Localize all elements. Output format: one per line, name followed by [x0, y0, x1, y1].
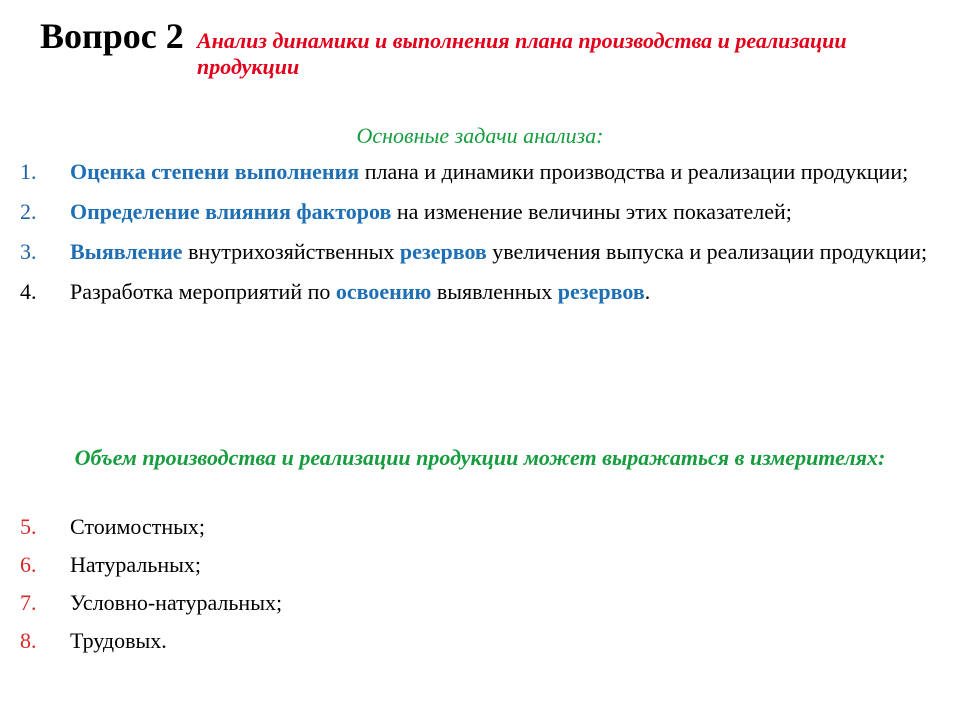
measure-text: Условно-натуральных;: [70, 590, 283, 615]
measure-item: [20, 626, 932, 656]
measures-list: [20, 512, 932, 664]
task-keyword: резервов: [557, 279, 645, 304]
task-text: [70, 277, 932, 307]
measure-number: 7.: [20, 590, 37, 615]
task-keyword: Оценка степени выполнения: [70, 159, 360, 184]
measure-number: 5.: [20, 514, 37, 539]
measure-text: Трудовых.: [70, 628, 167, 653]
task-number: 2.: [20, 199, 37, 224]
measure-item: [20, 512, 932, 542]
task-number: 1.: [20, 159, 37, 184]
question-topic: Анализ динамики и выполнения плана производства и реализации продукции: [197, 28, 847, 79]
measure-number: 6.: [20, 552, 37, 577]
task-plain: увеличения выпуска и реализации продукции;: [486, 239, 928, 264]
task-item: [20, 197, 932, 227]
measure-text: Натуральных;: [70, 552, 202, 577]
measure-item: [20, 550, 932, 580]
task-plain: плана и динамики производства и реализации продукции;: [359, 159, 909, 184]
measure-text: Стоимостных;: [70, 514, 205, 539]
tasks-heading: [0, 121, 960, 151]
task-text: [70, 237, 932, 267]
task-number: 3.: [20, 239, 37, 264]
tasks-heading-text: Основные задачи анализа:: [356, 123, 604, 148]
task-item: [20, 277, 932, 307]
measure-number: 8.: [20, 628, 37, 653]
measures-heading-text: Объем производства и реализации продукции может выражаться в измерителях:: [74, 445, 886, 470]
task-number: 4.: [20, 279, 37, 304]
tasks-list: [20, 157, 932, 317]
question-number: Вопрос 2: [40, 16, 184, 56]
measure-item: [20, 588, 932, 618]
task-item: [20, 157, 932, 187]
task-plain: на изменение величины этих показателей;: [391, 199, 792, 224]
task-plain: .: [644, 279, 651, 304]
task-keyword: резервов: [399, 239, 487, 264]
task-text: [70, 197, 932, 227]
task-plain: Разработка мероприятий по: [70, 279, 336, 304]
task-keyword: Определение влияния факторов: [70, 199, 392, 224]
task-keyword: освоению: [335, 279, 432, 304]
task-plain: внутрихозяйственных: [182, 239, 400, 264]
task-text: [70, 157, 932, 187]
task-item: [20, 237, 932, 267]
measures-heading: [0, 443, 960, 473]
task-plain: выявленных: [431, 279, 558, 304]
task-keyword: Выявление: [70, 239, 183, 264]
